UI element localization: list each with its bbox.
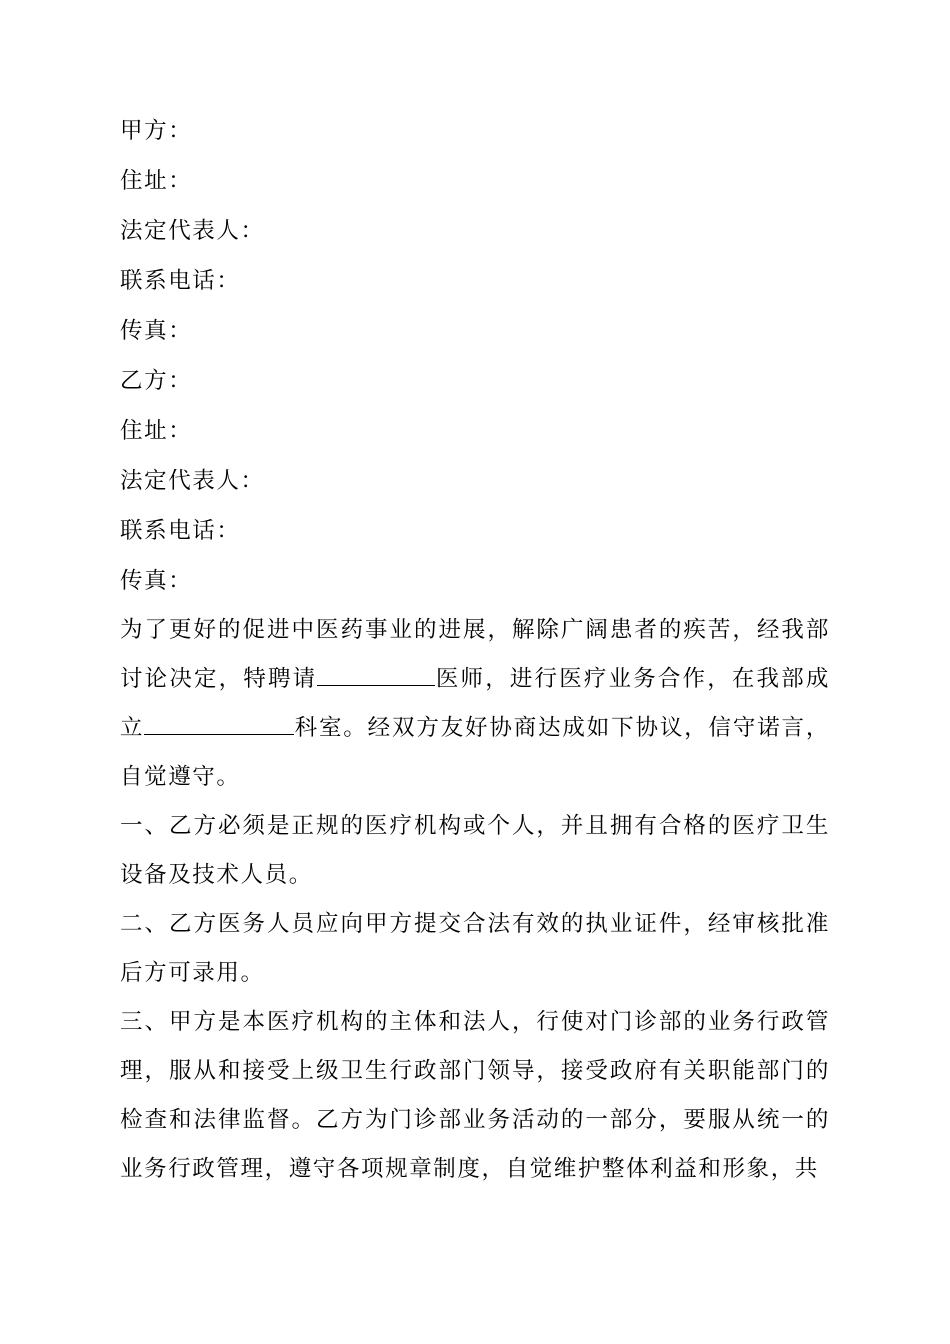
clause-1: 一、乙方必须是正规的医疗机构或个人，并且拥有合格的医疗卫生设备及技术人员。 — [120, 813, 830, 888]
intro-paragraph — [120, 606, 830, 802]
clause-3: 三、甲方是本医疗机构的主体和法人，行使对门诊部的业务行政管理，服从和接受上级卫生行政部门领导，接受政府有关职能部门的检查和法律监督。乙方为门诊部业务活动的一部分，要服从统一的业务行政管理，遵守各项规章制度，自觉维护整体利益和形象，共 — [120, 1009, 830, 1182]
party-b-phone: 联系电话： — [120, 518, 241, 544]
party-a-phone: 联系电话： — [120, 268, 241, 294]
party-a-legal-rep: 法定代表人： — [120, 218, 265, 244]
party-b-fax: 传真： — [120, 568, 193, 594]
party-b-label: 乙方： — [120, 368, 193, 394]
clause-2: 二、乙方医务人员应向甲方提交合法有效的执业证件，经审核批准后方可录用。 — [120, 911, 830, 986]
department-name-blank — [144, 714, 294, 735]
party-b-address: 住址： — [120, 418, 193, 444]
contract-body — [120, 106, 830, 1194]
intro-text-1: 为了更好的促进中医药事业的进展，解除广阔患者的疾苦，经我部讨论决定，特聘请 — [120, 617, 830, 692]
party-a-address: 住址： — [120, 168, 193, 194]
party-a-fax: 传真： — [120, 318, 193, 344]
party-b-legal-rep: 法定代表人： — [120, 468, 265, 494]
party-a-label: 甲方： — [120, 118, 193, 144]
intro-text-2: 医师，进行医疗业务合作，在我部成立 — [120, 666, 830, 741]
doctor-name-blank — [317, 665, 435, 686]
intro-text-3: 科室。经双方友好协商达成如下协议，信守诺言，自觉遵守。 — [120, 715, 831, 790]
